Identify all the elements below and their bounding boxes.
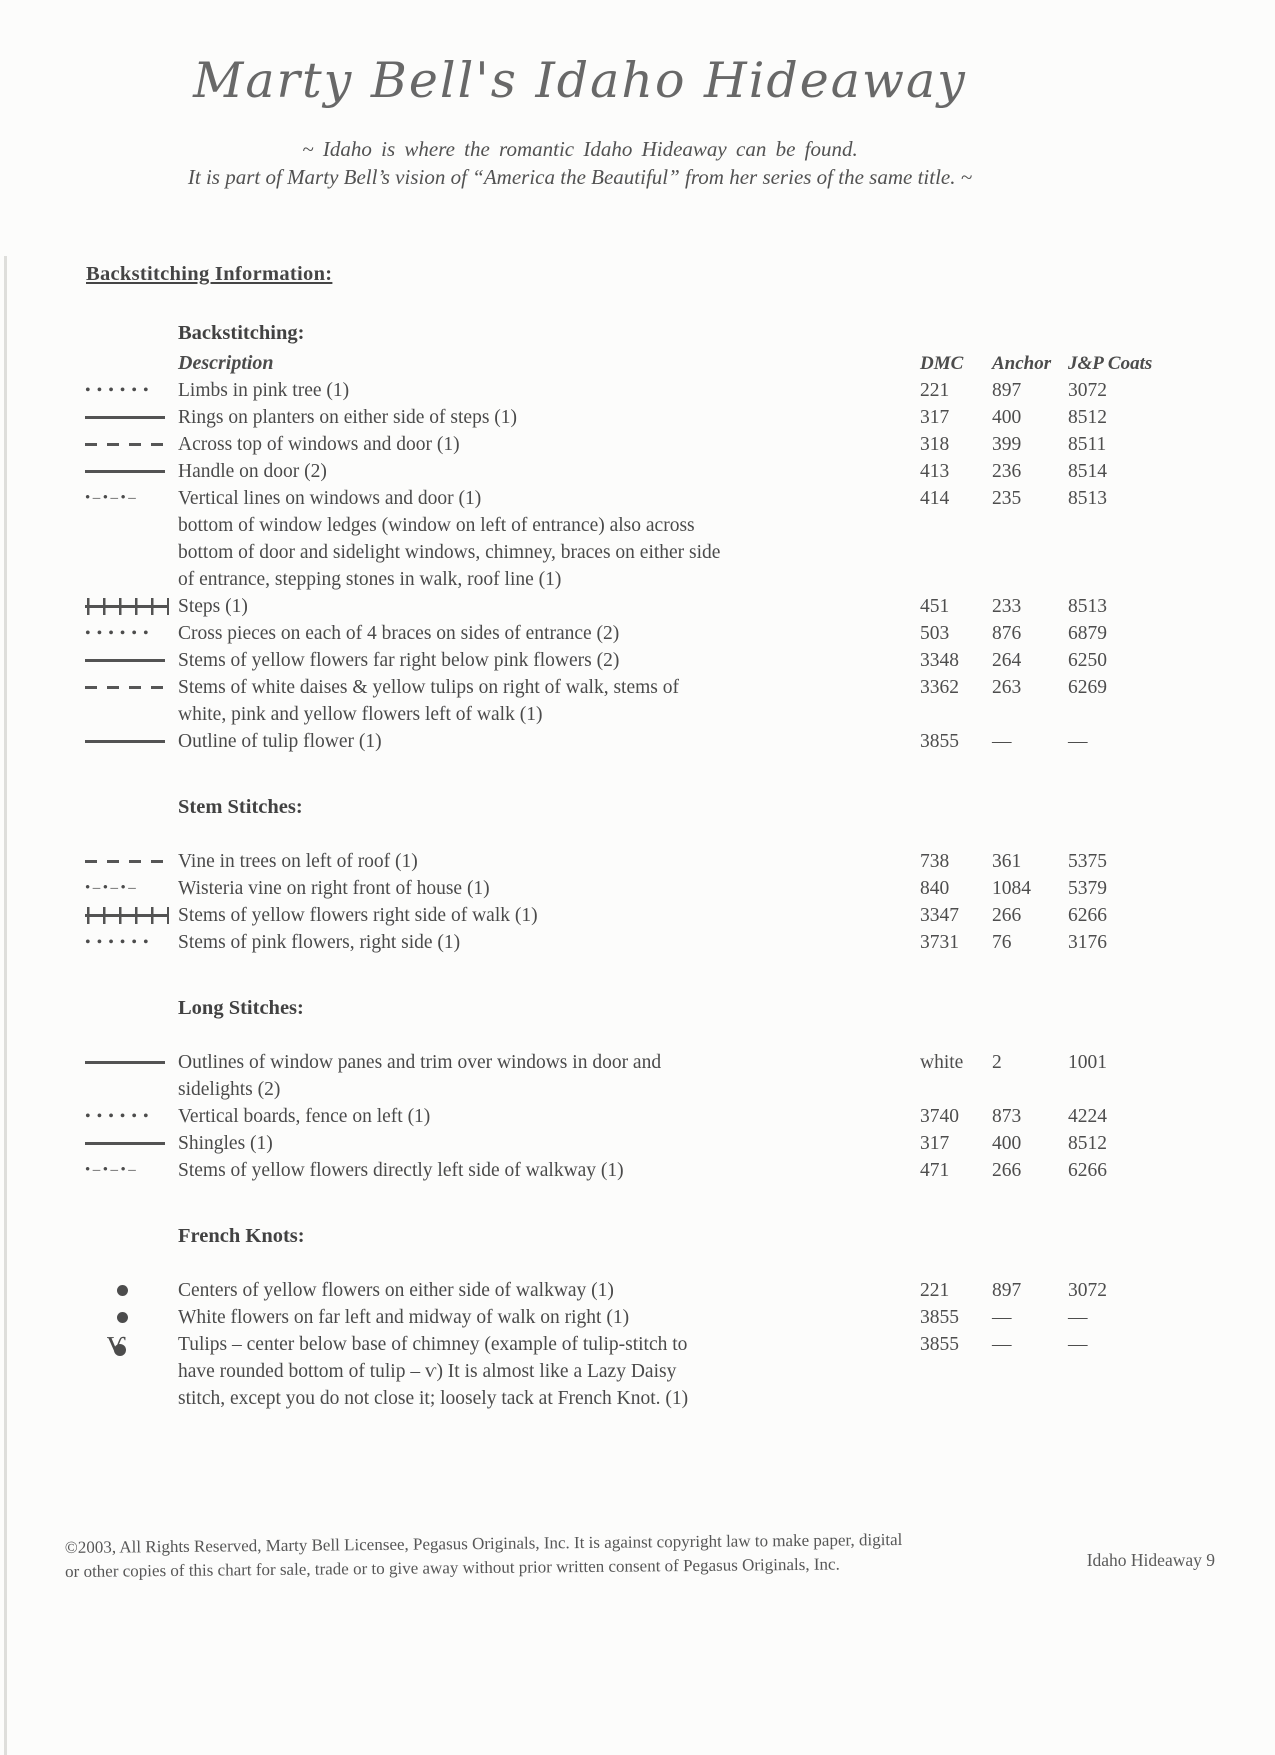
stitch-row xyxy=(85,875,1190,902)
stitch-symbol-icon xyxy=(85,1157,178,1184)
jp-coats-code: 8514 xyxy=(1068,461,1107,482)
stitch-description-line: Stems of pink flowers, right side (1) xyxy=(178,932,461,953)
stitch-symbol-icon xyxy=(85,907,169,924)
stitch-symbol-icon xyxy=(85,443,171,446)
jp-coats-code: 6266 xyxy=(1068,905,1107,926)
dmc-code: 3855 xyxy=(920,1307,959,1328)
stitch-symbol-icon xyxy=(85,875,178,902)
stitch-row xyxy=(85,404,1190,431)
anchor-code: 876 xyxy=(992,623,1022,644)
jp-coats-code: 1001 xyxy=(1068,1052,1107,1073)
stitch-description-line: have rounded bottom of tulip – ѵ) It is almost like a Lazy Daisy xyxy=(178,1361,677,1382)
dmc-code: 738 xyxy=(920,851,950,872)
stitch-description-line: sidelights (2) xyxy=(178,1079,281,1100)
anchor-code: — xyxy=(992,1307,1012,1328)
jp-coats-code: 8513 xyxy=(1068,596,1107,617)
stitch-description-line: stitch, except you do not close it; loosely tack at French Knot. (1) xyxy=(178,1388,689,1409)
dmc-code: 3731 xyxy=(920,932,959,953)
anchor-code: 2 xyxy=(992,1052,1002,1073)
stitch-symbol-icon xyxy=(85,1103,178,1130)
stitch-symbol-icon xyxy=(85,686,171,689)
anchor-code: 399 xyxy=(992,434,1022,455)
anchor-code: 873 xyxy=(992,1106,1022,1127)
copyright-line-1: ©2003, All Rights Reserved, Marty Bell Licensee, Pegasus Originals, Inc. It is against copyright law to make paper, digital xyxy=(64,1529,903,1558)
anchor-code: 361 xyxy=(992,851,1022,872)
stitch-description-line: Vine in trees on left of roof (1) xyxy=(178,851,418,872)
stitch-row xyxy=(85,620,1190,647)
stitch-symbol-icon xyxy=(85,659,165,662)
section-heading-long-stitches: Long Stitches: xyxy=(178,997,304,1019)
document-footer xyxy=(64,1529,1215,1584)
jp-coats-code: — xyxy=(1068,1307,1088,1328)
column-header-description: Description xyxy=(178,352,274,374)
stitch-row xyxy=(85,647,1190,674)
stitch-symbol-icon xyxy=(117,1285,128,1296)
stitch-row xyxy=(85,1277,1190,1304)
backstitching-rows xyxy=(85,377,1190,755)
jp-coats-code: 8512 xyxy=(1068,1133,1107,1154)
stitch-row xyxy=(85,485,1190,593)
jp-coats-code: 8511 xyxy=(1068,434,1107,455)
copyright-line-2: or other copies of this chart for sale, trade or to give away without prior written consent of Pegasus Originals, Inc. xyxy=(65,1554,840,1581)
subtitle-line-1: ~ Idaho is where the romantic Idaho Hideaway can be found. xyxy=(302,137,858,161)
stitch-symbol-icon xyxy=(85,929,178,956)
dmc-code: 471 xyxy=(920,1160,950,1181)
stitch-row xyxy=(85,1304,1190,1331)
anchor-code: 235 xyxy=(992,488,1022,509)
anchor-code: 897 xyxy=(992,1280,1022,1301)
stitch-row xyxy=(85,593,1190,620)
jp-coats-code: 3072 xyxy=(1068,1280,1107,1301)
stitch-row xyxy=(85,1157,1190,1184)
dmc-code: 3855 xyxy=(920,1334,959,1355)
subtitle-line-2: It is part of Marty Bell’s vision of “America the Beautiful” from her series of the same title. ~ xyxy=(187,165,973,189)
long-stitches-rows xyxy=(85,1049,1190,1184)
anchor-code: 266 xyxy=(992,905,1022,926)
page-label: Idaho Hideaway 9 xyxy=(1086,1549,1215,1570)
anchor-code: 400 xyxy=(992,407,1022,428)
anchor-code: 233 xyxy=(992,596,1022,617)
anchor-code: 897 xyxy=(992,380,1022,401)
anchor-code: — xyxy=(992,731,1012,752)
column-header-anchor: Anchor xyxy=(992,353,1052,374)
stitch-description-line: of entrance, stepping stones in walk, roof line (1) xyxy=(178,569,562,590)
stitch-symbol-icon xyxy=(85,416,165,419)
dmc-code: 413 xyxy=(920,461,950,482)
stitch-description-line: Vertical lines on windows and door (1) xyxy=(178,488,482,509)
jp-coats-code: — xyxy=(1068,1334,1088,1355)
dmc-code: white xyxy=(920,1052,964,1073)
jp-coats-code: 6250 xyxy=(1068,650,1107,671)
dmc-code: 221 xyxy=(920,1280,950,1301)
stitch-table xyxy=(85,320,1190,1412)
stitch-description-line: Vertical boards, fence on left (1) xyxy=(178,1106,431,1127)
jp-coats-code: 3176 xyxy=(1068,932,1107,953)
stitch-description-line: Tulips – center below base of chimney (example of tulip-stitch to xyxy=(178,1334,688,1355)
dmc-code: 317 xyxy=(920,1133,950,1154)
page-title: Marty Bell's Idaho Hideaway xyxy=(193,52,967,109)
jp-coats-code: — xyxy=(1068,731,1088,752)
stitch-symbol-icon xyxy=(85,1061,165,1064)
section-heading-french-knots: French Knots: xyxy=(178,1225,305,1247)
jp-coats-code: 5375 xyxy=(1068,851,1107,872)
stitch-row xyxy=(85,1049,1190,1103)
stem-stitches-rows xyxy=(85,848,1190,956)
stitch-description-line: bottom of door and sidelight windows, chimney, braces on either side xyxy=(178,542,721,563)
stitch-description-line: Rings on planters on either side of steps (1) xyxy=(178,407,518,428)
stitch-description-line: Stems of yellow flowers right side of walk (1) xyxy=(178,905,538,926)
stitch-symbol-icon xyxy=(85,860,171,863)
stitch-description-line: White flowers on far left and midway of walk on right (1) xyxy=(178,1307,630,1328)
french-knots-rows xyxy=(85,1277,1190,1412)
stitch-row xyxy=(85,929,1190,956)
jp-coats-code: 4224 xyxy=(1068,1106,1107,1127)
anchor-code: 76 xyxy=(992,932,1012,953)
stitch-row xyxy=(85,377,1190,404)
stitch-description-line: Stems of white daises & yellow tulips on right of walk, stems of xyxy=(178,677,679,698)
stitch-description-line: Stems of yellow flowers far right below pink flowers (2) xyxy=(178,650,620,671)
dmc-code: 503 xyxy=(920,623,950,644)
stitch-row xyxy=(85,458,1190,485)
stitch-symbol-icon xyxy=(117,1312,128,1323)
section-heading-backstitching: Backstitching: xyxy=(178,322,305,344)
stitch-symbol-icon xyxy=(105,1331,141,1361)
anchor-code: 266 xyxy=(992,1160,1022,1181)
dmc-code: 221 xyxy=(920,380,950,401)
jp-coats-code: 6269 xyxy=(1068,677,1107,698)
stitch-symbol-icon xyxy=(85,620,178,647)
anchor-code: 400 xyxy=(992,1133,1022,1154)
backstitching-information-heading: Backstitching Information: xyxy=(86,263,333,285)
stitch-row xyxy=(85,674,1190,728)
stitch-symbol-icon xyxy=(85,740,165,743)
dmc-code: 3855 xyxy=(920,731,959,752)
dmc-code: 3347 xyxy=(920,905,959,926)
jp-coats-code: 5379 xyxy=(1068,878,1107,899)
stitch-description-line: Stems of yellow flowers directly left side of walkway (1) xyxy=(178,1160,624,1181)
dmc-code: 3348 xyxy=(920,650,959,671)
stitch-row xyxy=(85,1103,1190,1130)
stitch-symbol-icon xyxy=(85,377,178,404)
stitch-description-line: Limbs in pink tree (1) xyxy=(178,380,350,401)
stitch-row xyxy=(85,1331,1190,1412)
stitch-row xyxy=(85,848,1190,875)
stitch-description-line: white, pink and yellow flowers left of walk (1) xyxy=(178,704,543,725)
anchor-code: 263 xyxy=(992,677,1022,698)
stitch-row xyxy=(85,902,1190,929)
jp-coats-code: 3072 xyxy=(1068,380,1107,401)
column-header-dmc: DMC xyxy=(920,353,964,374)
stitch-symbol-icon xyxy=(85,470,165,473)
section-heading-stem-stitches: Stem Stitches: xyxy=(178,796,303,818)
stitch-row xyxy=(85,1130,1190,1157)
stitch-symbol-icon xyxy=(85,1142,165,1145)
jp-coats-code: 8513 xyxy=(1068,488,1107,509)
copyright-text xyxy=(65,1528,903,1584)
stitch-description-line: Wisteria vine on right front of house (1) xyxy=(178,878,490,899)
stitch-description-line: Steps (1) xyxy=(178,596,248,617)
jp-coats-code: 8512 xyxy=(1068,407,1107,428)
stitch-description-line: Outlines of window panes and trim over windows in door and xyxy=(178,1052,662,1073)
stitch-row xyxy=(85,728,1190,755)
anchor-code: — xyxy=(992,1334,1012,1355)
dmc-code: 840 xyxy=(920,878,950,899)
stitch-description-line: Outline of tulip flower (1) xyxy=(178,731,382,752)
dmc-code: 3362 xyxy=(920,677,959,698)
anchor-code: 236 xyxy=(992,461,1022,482)
scan-edge-artifact xyxy=(4,256,7,1755)
jp-coats-code: 6266 xyxy=(1068,1160,1107,1181)
anchor-code: 1084 xyxy=(992,878,1031,899)
document-header xyxy=(0,52,1160,191)
jp-coats-code: 6879 xyxy=(1068,623,1107,644)
dmc-code: 414 xyxy=(920,488,950,509)
stitch-description-line: Across top of windows and door (1) xyxy=(178,434,460,455)
dmc-code: 451 xyxy=(920,596,950,617)
anchor-code: 264 xyxy=(992,650,1022,671)
stitch-description-line: Cross pieces on each of 4 braces on sides of entrance (2) xyxy=(178,623,620,644)
column-header-row xyxy=(85,350,1190,377)
dmc-code: 318 xyxy=(920,434,950,455)
stitch-description-line: Handle on door (2) xyxy=(178,461,327,482)
stitch-symbol-icon xyxy=(85,598,169,615)
stitch-description-line: bottom of window ledges (window on left of entrance) also across xyxy=(178,515,695,536)
dmc-code: 317 xyxy=(920,407,950,428)
stitch-symbol-icon xyxy=(85,485,178,512)
stitch-description-line: Shingles (1) xyxy=(178,1133,273,1154)
stitch-description-line: Centers of yellow flowers on either side of walkway (1) xyxy=(178,1280,614,1301)
stitch-row xyxy=(85,431,1190,458)
column-header-jp-coats: J&P Coats xyxy=(1068,353,1153,374)
dmc-code: 3740 xyxy=(920,1106,959,1127)
